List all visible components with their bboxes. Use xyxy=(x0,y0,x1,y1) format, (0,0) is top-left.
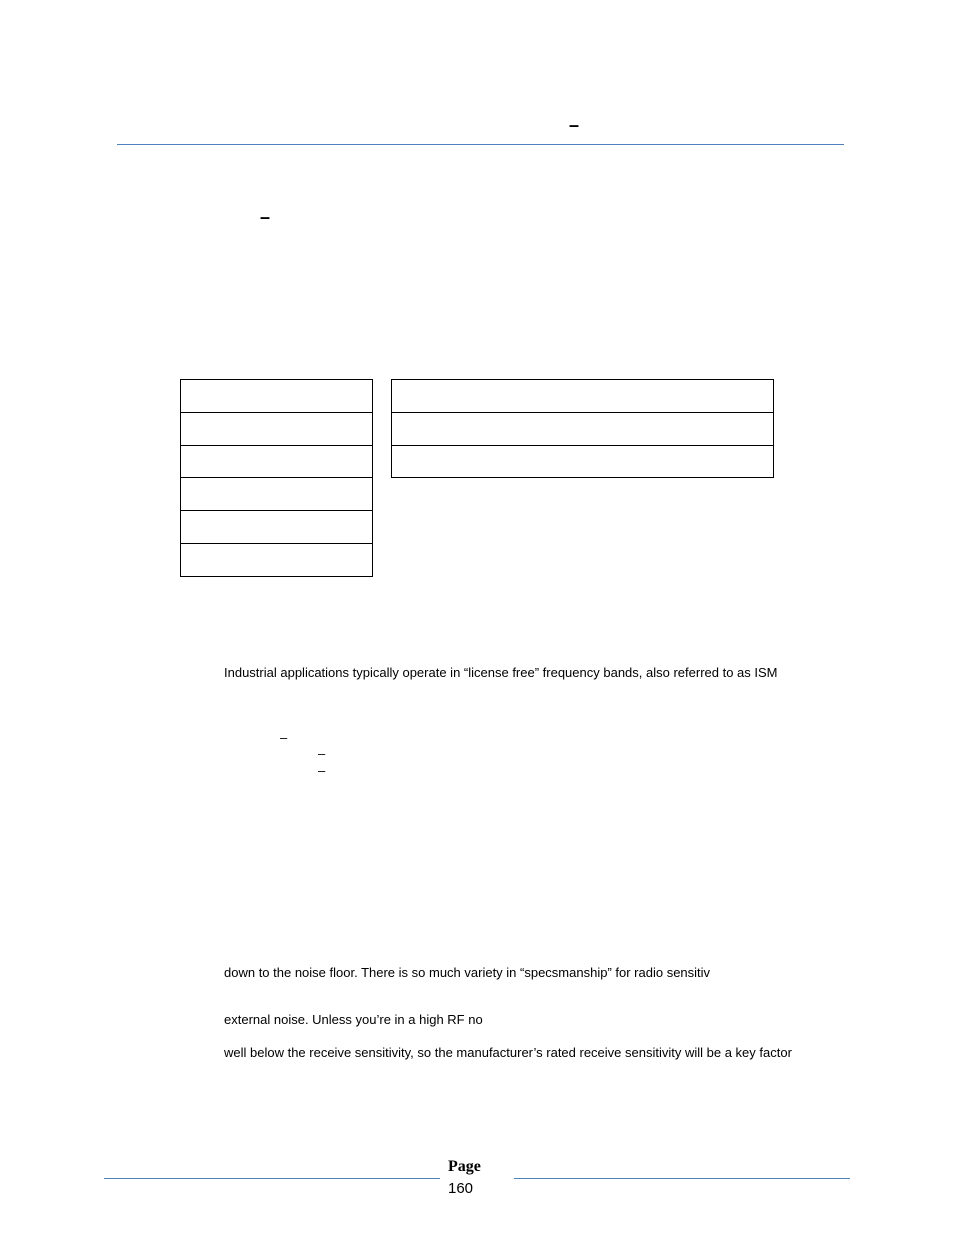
table-cell xyxy=(181,511,373,544)
table-cell xyxy=(181,544,373,577)
table-cell xyxy=(181,413,373,446)
table-cell xyxy=(392,413,774,446)
table-row xyxy=(181,413,373,446)
table-row xyxy=(181,446,373,478)
right-table xyxy=(391,379,774,478)
table-cell xyxy=(181,478,373,511)
table-row xyxy=(181,380,373,413)
table-cell xyxy=(181,380,373,413)
table-row xyxy=(181,544,373,577)
footer-rule-right xyxy=(514,1178,850,1179)
paragraph-external-noise: external noise. Unless you’re in a high RF no xyxy=(224,1012,483,1027)
list-dash-level1: – xyxy=(280,730,288,745)
table-cell xyxy=(392,380,774,413)
paragraph-noise-floor: down to the noise floor. There is so much variety in “specsmanship” for radio sensitiv xyxy=(224,965,711,980)
table-row xyxy=(392,446,774,478)
section-heading-dash: – xyxy=(260,207,271,227)
footer-rule-left xyxy=(104,1178,440,1179)
table-row xyxy=(392,413,774,446)
table-row xyxy=(392,380,774,413)
table-cell xyxy=(181,446,373,478)
footer-page-label: Page xyxy=(448,1158,481,1175)
left-table xyxy=(180,379,373,577)
table-row xyxy=(181,511,373,544)
header-rule xyxy=(117,144,844,145)
list-dash-level2: – xyxy=(318,763,326,778)
table-cell xyxy=(392,446,774,478)
table-row xyxy=(181,478,373,511)
header-dash: – xyxy=(569,115,580,135)
paragraph-ism-intro: Industrial applications typically operate in “license free” frequency bands, also referred to as ISM xyxy=(224,665,778,680)
list-dash-level2: – xyxy=(318,746,326,761)
footer-page-number: 160 xyxy=(448,1180,474,1197)
paragraph-receive-sensitivity: well below the receive sensitivity, so the manufacturer’s rated receive sensitivity will be a key factor xyxy=(224,1045,792,1060)
